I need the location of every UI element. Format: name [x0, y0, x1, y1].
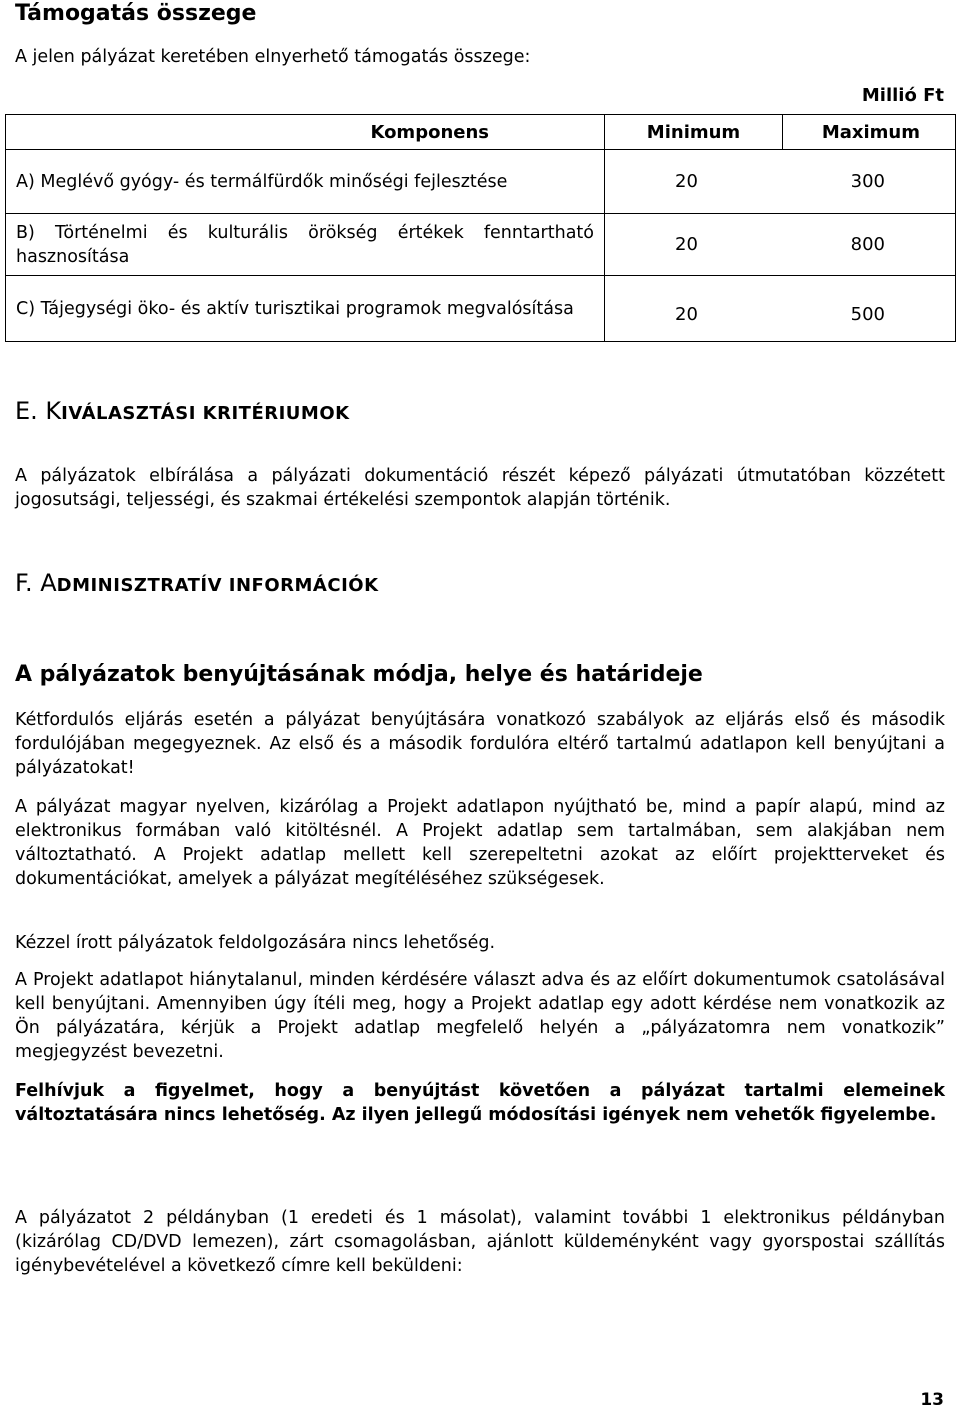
final-paragraph: A pályázatot 2 példányban (1 eredeti és 1 másolat), valamint további 1 elektronikus példányban (kizárólag CD/DVD lemezen), zárt csomagolásban, ajánlott küldeményként vagy gyorspostai szállítás igénybevételével a következő címre kell beküldeni:: [15, 1208, 945, 1276]
section-e-title: IVÁLASZTÁSI KRITÉRIUMOK: [61, 403, 350, 424]
heading-grant-amount: Támogatás összege: [15, 1, 257, 26]
component-cell: A) Meglévő gyógy- és termálfürdők minőségi fejlesztése: [6, 150, 605, 214]
bold-notice: Felhívjuk a figyelmet, hogy a benyújtást követően a pályázat tartalmi elemeinek változtatására nincs lehetőség. Az ilyen jellegű módosítási igények nem vehetők figyelembe.: [15, 1081, 945, 1125]
section-e-text: A pályázatok elbírálása a pályázati dokumentáció részét képező pályázati útmutatóban közzétett jogosutsági, teljességi, és szakmai értékelési szempontok alapján történik.: [15, 466, 945, 510]
table-row: [6, 276, 956, 342]
paragraph: A Projekt adatlapot hiánytalanul, minden kérdésére választ adva és az előírt dokumentumok csatolásával kell benyújtani. Amennyiben úgy ítéli meg, hogy a Projekt adatlap egy adott kérdése nem vonatkozik az Ön pályázatára, kérjük a Projekt adatlap megfelelő helyén a „pályázatomra nem vonatkozik” megjegyzést bevezetni.: [15, 970, 945, 1062]
section-f-title: DMINISZTRATÍV INFORMÁCIÓK: [56, 575, 379, 596]
paragraph: A pályázat magyar nyelven, kizárólag a Projekt adatlapon nyújtható be, mind a papír alapú, mind az elektronikus formában való kitöltésnél. A Projekt adatlap sem tartalmában, sem alakjában nem változtatható. A Projekt adatlap mellett kell szerepeltetni azokat az előírt projektterveket és dokumentációkat, amelyek a pályázat megítéléséhez szükségesek.: [15, 797, 945, 889]
table-row: [6, 214, 956, 276]
value-cell: [605, 276, 956, 342]
header-maximum: Maximum: [783, 115, 956, 150]
min-value: 20: [675, 234, 698, 255]
page-number: 13: [920, 1390, 944, 1410]
section-e-heading: [15, 396, 350, 429]
value-cell: [605, 150, 956, 214]
component-cell: B) Történelmi és kulturális örökség értékek fenntartható hasznosítása: [6, 214, 605, 276]
subheading-submission: A pályázatok benyújtásának módja, helye és határideje: [15, 662, 703, 687]
paragraph: Kétfordulós eljárás esetén a pályázat benyújtására vonatkozó szabályok az eljárás első és második fordulójában megegyeznek. Az első és a második fordulóra eltérő tartalmú adatlapon kell benyújtani a pályázatokat!: [15, 710, 945, 778]
header-component: Komponens: [6, 115, 605, 150]
table-header-row: [6, 115, 956, 150]
intro-text: A jelen pályázat keretében elnyerhető támogatás összege:: [15, 47, 531, 67]
value-cell: [605, 214, 956, 276]
section-f-heading: [15, 568, 379, 601]
grant-amount-table: [5, 114, 956, 342]
unit-label: Millió Ft: [861, 85, 944, 106]
min-value: 20: [675, 304, 698, 325]
paragraph: Kézzel írott pályázatok feldolgozására nincs lehetőség.: [15, 933, 496, 953]
component-cell: C) Tájegységi öko- és aktív turisztikai programok megvalósítása: [6, 276, 605, 342]
max-value: 500: [850, 304, 885, 325]
header-minimum: Minimum: [605, 115, 783, 150]
section-f-letter: F. A: [15, 569, 57, 597]
min-value: 20: [675, 171, 698, 192]
section-e-letter: E. K: [15, 397, 62, 425]
max-value: 800: [850, 234, 885, 255]
table-row: [6, 150, 956, 214]
max-value: 300: [850, 171, 885, 192]
